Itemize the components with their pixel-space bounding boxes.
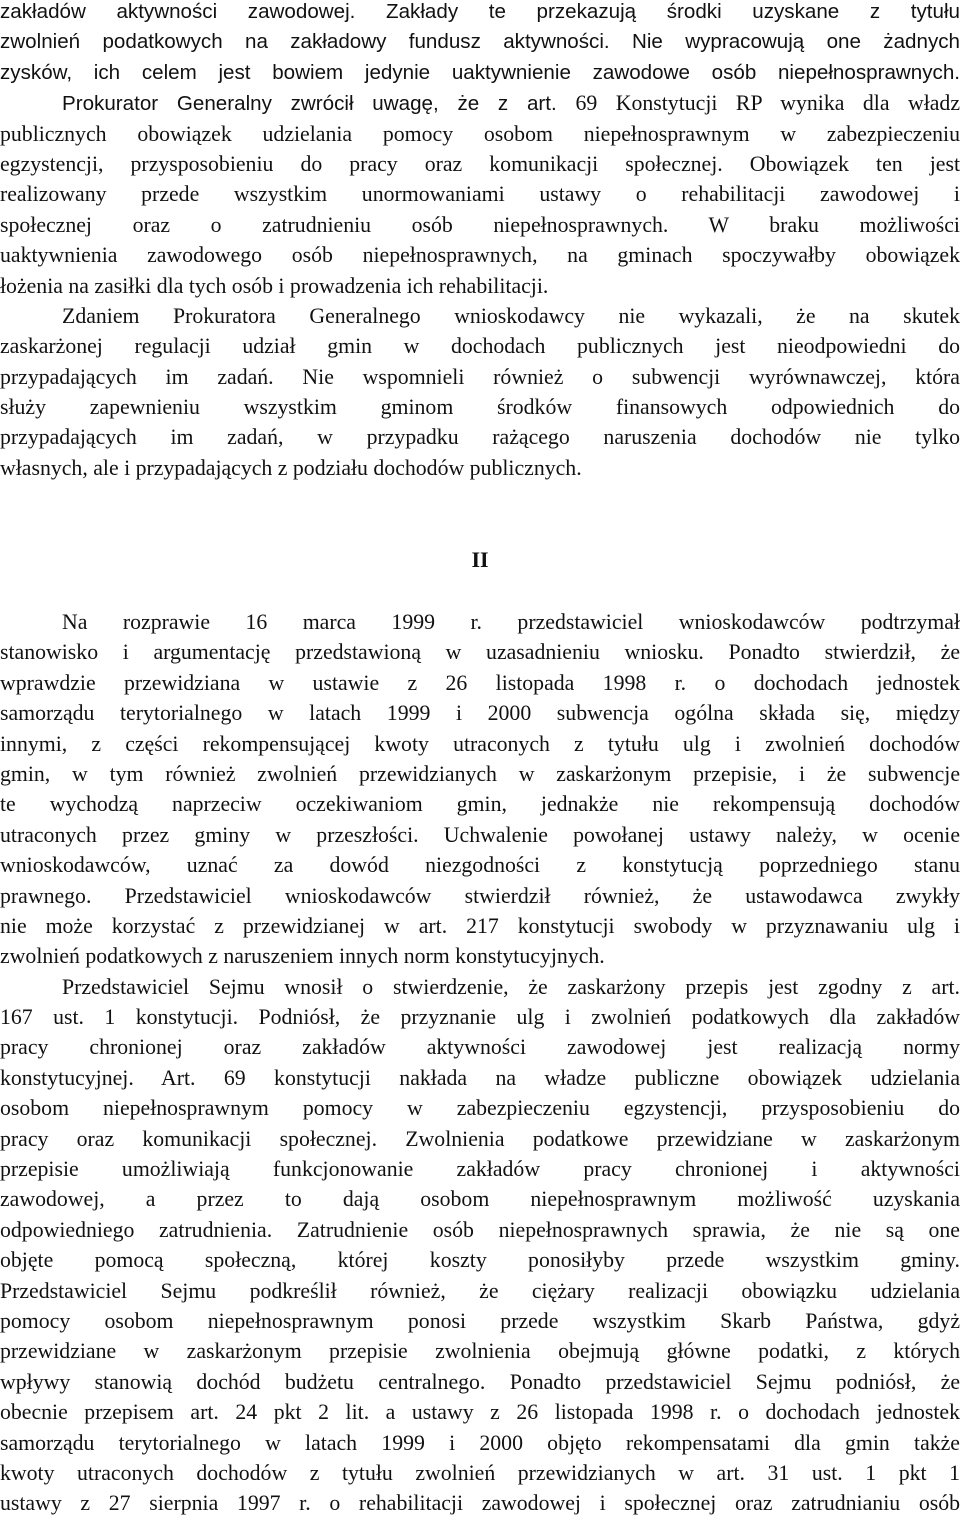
text-segment: uaktywnienia zawodowego osób niepełnosprawnych, na gminach spoczywałby obowiązek xyxy=(0,243,960,268)
text-segment: zaskarżonej regulacji udział gmin w dochodach publicznych jest nieodpowiedni do xyxy=(0,334,960,359)
text-segment: odpowiedniego zatrudnienia. Zatrudnienie osób niepełnosprawnych sprawia, że nie są one xyxy=(0,1217,960,1242)
text-segment: utraconych przez gminy w przeszłości. Uchwalenie powołanej ustawy należy, w ocenie xyxy=(0,822,960,847)
text-line xyxy=(0,1488,960,1518)
text-segment: pracy oraz komunikacji społecznej. Zwolnienia podatkowe przewidziane w zaskarżonym xyxy=(0,1126,960,1151)
text-line xyxy=(0,210,960,240)
text-segment: samorządu terytorialnego w latach 1999 i 2000 objęto rekompensatami dla gmin także xyxy=(0,1430,960,1455)
text-segment: publicznych obowiązek udzielania pomocy osobom niepełnosprawnym w zabezpieczeniu xyxy=(0,121,960,146)
text-segment: te wychodzą naprzeciw oczekiwaniom gmin, jednakże nie rekompensują dochodów xyxy=(0,792,960,817)
text-line xyxy=(0,820,960,850)
text-segment: 167 ust. 1 konstytucji. Podniósł, że przyznanie ulg i zwolnień podatkowych dla zakładów xyxy=(0,1005,960,1030)
text-segment: kwoty utraconych dochodów z tytułu zwolnień przewidzianych w art. 31 ust. 1 pkt 1 xyxy=(0,1460,960,1485)
text-segment: egzystencji, przysposobieniu do pracy oraz komunikacji społecznej. Obowiązek ten jest xyxy=(0,151,960,176)
text-line xyxy=(0,1428,960,1458)
text-segment: przewidziane w zaskarżonym przepisie zwolnienia obejmują główne podatki, z których xyxy=(0,1339,960,1364)
text-segment: przepisie umożliwiają funkcjonowanie zakładów pracy chronionej i aktywności xyxy=(0,1157,960,1182)
text-segment: zwolnień podatkowych na zakładowy fundusz aktywności. Nie wypracowują one żadnych xyxy=(0,30,960,54)
text-segment: łożenia na zasiłki dla tych osób i prowadzenia ich rehabilitacji. xyxy=(0,273,549,298)
text-line xyxy=(0,759,960,789)
text-line xyxy=(0,1154,960,1184)
paragraph-block-top xyxy=(0,0,960,483)
text-segment: nie może korzystać z przewidzianej w art. 217 konstytucji swobody w przyznawaniu ulg i xyxy=(0,913,960,938)
text-segment: prawnego. Przedstawiciel wnioskodawców stwierdził również, że ustawodawca zwykły xyxy=(0,883,960,908)
text-line xyxy=(0,1458,960,1488)
text-segment: samorządu terytorialnego w latach 1999 i 2000 subwencja ogólna składa się, między xyxy=(0,701,960,726)
text-segment: Zdaniem Prokuratora Generalnego wnioskodawcy nie wykazali, że na skutek xyxy=(62,303,960,328)
text-line xyxy=(0,392,960,422)
text-line xyxy=(0,240,960,270)
text-segment: realizowany przede wszystkim unormowaniami ustawy o rehabilitacji zawodowej i xyxy=(0,182,960,207)
text-line xyxy=(0,27,960,57)
text-line xyxy=(0,637,960,667)
text-line xyxy=(0,941,960,971)
text-segment: służy zapewnieniu wszystkim gminom środków finansowych odpowiednich do xyxy=(0,395,960,420)
text-line xyxy=(0,88,960,118)
text-line xyxy=(0,607,960,637)
text-segment: zakładów aktywności zawodowej. Zakłady te przekazują środki uzyskane z tytułu xyxy=(0,0,960,23)
text-line xyxy=(0,698,960,728)
section-heading: II xyxy=(471,547,489,572)
text-line xyxy=(0,119,960,149)
text-line xyxy=(0,1063,960,1093)
text-segment: Przedstawiciel Sejmu podkreślił również, że ciężary realizacji obowiązku udzielania xyxy=(0,1278,960,1303)
text-segment: 69 Konstytucji RP wynika dla władz xyxy=(575,91,960,116)
text-line xyxy=(0,1032,960,1062)
text-segment: obecnie przepisem art. 24 pkt 2 lit. a ustawy z 26 listopada 1998 r. o dochodach jednostek xyxy=(0,1400,960,1425)
text-line xyxy=(0,1306,960,1336)
text-line xyxy=(0,1245,960,1275)
text-line xyxy=(0,911,960,941)
text-segment: Na rozprawie 16 marca 1999 r. przedstawiciel wnioskodawców podtrzymał xyxy=(62,610,960,634)
text-segment: wprawdzie przewidziana w ustawie z 26 listopada 1998 r. o dochodach jednostek xyxy=(0,670,960,695)
text-line xyxy=(0,453,960,483)
text-line xyxy=(0,0,960,27)
text-segment: objęte pomocą społeczną, której koszty ponosiłyby przede wszystkim gminy. xyxy=(0,1248,960,1273)
text-line xyxy=(0,149,960,179)
text-line xyxy=(0,422,960,452)
text-segment: osobom niepełnosprawnym pomocy w zabezpieczeniu egzystencji, przysposobieniu do xyxy=(0,1096,960,1121)
text-line xyxy=(0,1276,960,1306)
text-line xyxy=(0,271,960,301)
text-segment: wnioskodawców, uznać za dowód niezgodności z konstytucją poprzedniego stanu xyxy=(0,853,960,878)
text-segment: własnych, ale i przypadających z podziału dochodów publicznych. xyxy=(0,455,582,480)
text-line xyxy=(0,1367,960,1397)
text-line xyxy=(0,1215,960,1245)
text-line xyxy=(0,881,960,911)
text-line xyxy=(0,1002,960,1032)
text-segment: gmin, w tym również zwolnień przewidzianych w zaskarżonym przepisie, i że subwencje xyxy=(0,761,960,786)
text-line xyxy=(0,972,960,1002)
text-line xyxy=(0,1397,960,1427)
text-line xyxy=(0,668,960,698)
text-segment: ustawy z 27 sierpnia 1997 r. o rehabilitacji zawodowej i społecznej oraz zatrudnianiu osób xyxy=(0,1491,960,1516)
text-segment: wpływy stanowią dochód budżetu centralnego. Ponadto przedstawiciel Sejmu podniósł, że xyxy=(0,1369,960,1394)
text-line xyxy=(0,1093,960,1123)
text-line xyxy=(0,1184,960,1214)
paragraph-block-section-ii xyxy=(0,607,960,1519)
text-segment: pomocy osobom niepełnosprawnym ponosi przede wszystkim Skarb Państwa, gdyż xyxy=(0,1308,960,1333)
text-segment: zawodowej, a przez to dają osobom niepełnosprawnym możliwość uzyskania xyxy=(0,1187,960,1212)
text-segment: innymi, z części rekompensującej kwoty utraconych z tytułu ulg i zwolnień dochodów xyxy=(0,731,960,756)
text-line xyxy=(0,362,960,392)
text-segment: stanowisko i argumentację przedstawioną w uzasadnieniu wniosku. Ponadto stwierdził, że xyxy=(0,640,960,665)
text-segment: zysków, ich celem jest bowiem jedynie uaktywnienie zawodowe osób niepełnosprawnych. xyxy=(0,60,960,84)
text-line xyxy=(0,1124,960,1154)
text-line xyxy=(0,58,960,88)
text-segment: zwolnień podatkowych z naruszeniem innych norm konstytucyjnych. xyxy=(0,944,605,969)
text-line xyxy=(0,179,960,209)
text-segment: pracy chronionej oraz zakładów aktywności zawodowej jest realizacją normy xyxy=(0,1035,960,1060)
text-line xyxy=(0,789,960,819)
text-segment: Prokurator Generalny zwrócił uwagę, że z art. xyxy=(62,92,576,116)
text-line xyxy=(0,331,960,361)
text-line xyxy=(0,1336,960,1366)
text-line xyxy=(0,850,960,880)
text-segment: przypadających im zadań, w przypadku rażącego naruszenia dochodów nie tylko xyxy=(0,425,960,450)
text-segment: przypadających im zadań. Nie wspomnieli również o subwencji wyrównawczej, która xyxy=(0,364,960,389)
text-segment: społecznej oraz o zatrudnieniu osób niepełnosprawnych. W braku możliwości xyxy=(0,212,960,237)
text-line xyxy=(0,301,960,331)
text-segment: konstytucyjnej. Art. 69 konstytucji nakłada na władze publiczne obowiązek udzielania xyxy=(0,1065,960,1090)
text-line xyxy=(0,729,960,759)
text-segment: Przedstawiciel Sejmu wnosił o stwierdzenie, że zaskarżony przepis jest zgodny z art. xyxy=(62,974,960,999)
